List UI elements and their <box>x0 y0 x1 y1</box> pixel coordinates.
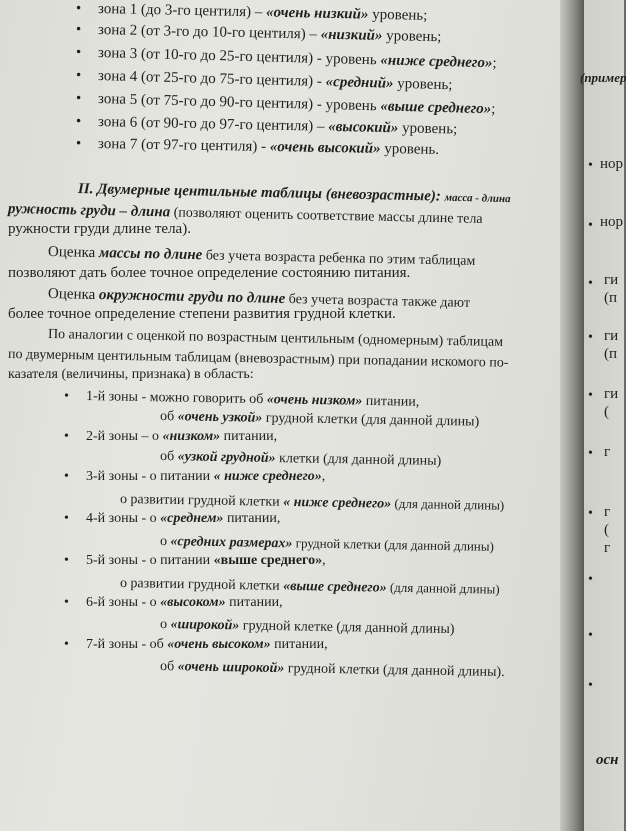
bullet: • <box>588 446 593 461</box>
zone-item: • зона 6 (от 90-го до 97-го центиля) – «высокий» уровень; <box>98 113 458 139</box>
paragraph-line: по двумерным центильным таблицам (вневозрастным) при попадании искомого по- <box>7 347 509 371</box>
right-page-fragment: осн <box>596 752 619 768</box>
book-page-right <box>580 0 626 831</box>
right-page-fragment: ги <box>604 386 619 402</box>
list-item: • 5-й зоны - о питании «выше среднего», <box>86 552 326 570</box>
bullet: • <box>588 388 593 403</box>
right-page-fragment: (п <box>604 290 618 306</box>
list-item-detail: о «средних размерах» грудной клетки (для данной длины) <box>159 534 495 554</box>
paragraph-line: По аналогии с оценкой по возрастным центильным (одномерным) таблицам <box>47 327 504 350</box>
paragraph-line: Оценка массы по длине без учета возраста ребенка по этим таблицам <box>47 244 476 269</box>
right-page-fragment: ги <box>604 328 619 344</box>
right-page-heading: (пример <box>580 70 626 85</box>
zone-item: • зона 5 (от 75-го до 90-го центиля) - уровень «выше среднего»; <box>98 90 496 118</box>
paragraph-line: Оценка окружности груди по длине без учета возраста также дают <box>47 286 471 311</box>
paragraph-line: казателя (величины, признака) в область: <box>8 367 254 382</box>
right-page-fragment: г <box>604 540 611 556</box>
section-line: ружность груди – длина (позволяют оценить соответствие массы длине тела <box>7 201 483 227</box>
bullet: • <box>588 158 593 173</box>
list-item: • 2-й зоны – о «низком» питании, <box>86 428 277 446</box>
paragraph-line: позволяют дать более точное определение состоянию питания. <box>8 265 411 281</box>
right-page-fragment: нор <box>600 214 624 230</box>
right-page-fragment: г <box>604 504 611 520</box>
bullet: • <box>588 506 593 521</box>
list-item: • 4-й зоны - о «среднем» питании, <box>86 510 280 528</box>
bullet: • <box>588 330 593 345</box>
bullet: • <box>588 572 593 587</box>
list-item-detail: о развитии грудной клетки «выше среднего» (для данной длины) <box>119 576 500 597</box>
bullet: • <box>588 678 593 693</box>
right-page-fragment: (п <box>604 346 618 362</box>
right-page-fragment: ( <box>604 404 609 420</box>
paragraph-line: более точное определение степени развития грудной клетки. <box>8 306 396 322</box>
list-item-detail: об «узкой грудной» клетки (для данной длины) <box>159 449 442 469</box>
bullet: • <box>588 276 593 291</box>
list-item: • 3-й зоны - о питании « ниже среднего», <box>86 468 325 486</box>
section-heading: II. Двумерные центильные таблицы (вневозрастные): масса - длина <box>77 181 511 206</box>
list-item-detail: о развитии грудной клетки « ниже среднего» (для данной длины) <box>119 492 505 513</box>
bullet: • <box>588 628 593 643</box>
right-page-fragment: г <box>604 444 611 460</box>
list-item-detail: об «очень широкой» грудной клетки (для данной длины). <box>159 659 505 681</box>
zone-item: • зона 1 (до 3-го центиля) – «очень низкий» уровень; <box>98 0 428 25</box>
section-line: ружности груди длине тела). <box>8 221 191 237</box>
bullet: • <box>588 218 593 233</box>
list-item-detail: об «очень узкой» грудной клетки (для данной длины) <box>159 409 480 430</box>
zone-item: • зона 4 (от 25-го до 75-го центиля) - «средний» уровень; <box>98 67 453 94</box>
list-item: • 6-й зоны - о «высоком» питании, <box>86 594 283 612</box>
zone-item: • зона 2 (от 3-го до 10-го центиля) – «низкий» уровень; <box>98 21 442 46</box>
book-gutter <box>560 0 584 831</box>
list-item: • 1-й зоны - можно говорить об «очень низком» питании, <box>86 388 420 412</box>
zone-item: • зона 3 (от 10-го до 25-го центиля) - уровень «ниже среднего»; <box>98 44 497 72</box>
zone-item: • зона 7 (от 97-го центиля) - «очень высокий» уровень. <box>98 135 439 159</box>
right-page-fragment: нор <box>600 156 624 172</box>
right-page-fragment: ( <box>604 522 609 538</box>
list-item: • 7-й зоны - об «очень высоком» питании, <box>86 636 328 654</box>
list-item-detail: о «широкой» грудной клетке (для данной длины) <box>159 617 455 638</box>
right-page-fragment: ги <box>604 272 619 288</box>
